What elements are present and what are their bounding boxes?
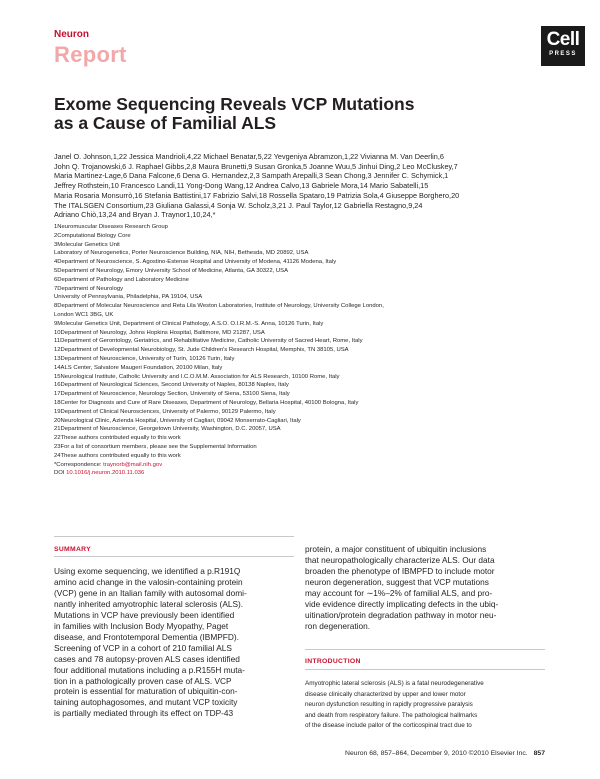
- affiliation-line: Laboratory of Neurogenetics, Porter Neuroscience Building, NIA, NIH, Bethesda, MD 20892, USA: [54, 250, 309, 257]
- article-title: [54, 95, 524, 133]
- summary-line: may account for ∼1%–2% of familial ALS, and pro-: [305, 587, 493, 598]
- author-line: Jeffrey Rothstein,10 Francesco Landi,11 Yong-Dong Wang,12 Andrea Calvo,13 Gabriele Mora,14 Mario Sabatelli,15: [54, 181, 429, 191]
- summary-line: disease, and Frontotemporal Dementia (IBMPFD).: [54, 631, 239, 642]
- summary-line: Mutations in VCP have previously been identified: [54, 609, 235, 620]
- summary-line: taining autophagosomes, and mutant VCP toxicity: [54, 697, 238, 708]
- summary-line: neuron degeneration, suggest that VCP mutations: [305, 576, 489, 587]
- intro-rule-top: [305, 649, 545, 650]
- correspondence-line: [54, 461, 564, 470]
- affiliation-line: 16Department of Neurological Sciences, Second University of Naples, 80138 Naples, Italy: [54, 382, 289, 389]
- affiliation-line: 7Department of Neurology: [54, 285, 124, 292]
- summary-right-column: [305, 544, 545, 632]
- summary-line: protein is essential for maturation of ubiquitin-con-: [54, 686, 238, 697]
- summary-line: broaden the phenotype of IBMPFD to include motor: [305, 565, 495, 576]
- author-line: Maria Rosaria Monsurrò,16 Stefania Battistini,17 Fabrizio Salvi,18 Rossella Spataro,19 Patrizia Sola,4 Giuseppe Borghero,20: [54, 190, 460, 200]
- page-footer: [345, 750, 545, 757]
- logo-main-text: Cell: [546, 29, 580, 50]
- affiliation-line: 12Department of Developmental Neurobiology, St. Jude Children's Research Hospital, Memphis, TN 38105, USA: [54, 347, 349, 354]
- affiliation-line: 11Department of Gerontology, Geriatrics, and Rehabilitative Medicine, Catholic University of Sacred Heart, Rome, Italy: [54, 338, 363, 345]
- summary-line: four additional mutations including a p.R155H muta-: [54, 664, 245, 675]
- affiliation-line: 21Department of Neuroscience, Georgetown University, Washington, D.C. 20057, USA: [54, 426, 281, 433]
- page-number: 857: [533, 750, 545, 757]
- affiliation-line: 18Center for Diagnosis and Cure of Rare Diseases, Department of Neurology, Bellaria Hospital, 40100 Bologna, Italy: [54, 399, 359, 406]
- affiliation-line: University of Pennsylvania, Philadelphia, PA 19104, USA: [54, 294, 203, 301]
- introduction-text: [305, 679, 545, 732]
- summary-line: (VCP) gene in an Italian family with autosomal domi-: [54, 587, 247, 598]
- footer-citation: Neuron 68, 857–864, December 9, 2010 ©2010 Elsevier Inc.: [345, 750, 528, 757]
- summary-line: is partially mediated through its effect on TDP-43: [54, 708, 234, 719]
- affiliation-list: [54, 223, 564, 478]
- cell-press-logo: [541, 26, 585, 66]
- doi-link[interactable]: 10.1016/j.neuron.2010.11.036: [66, 470, 145, 477]
- affiliation-line: 22These authors contributed equally to this work: [54, 435, 181, 442]
- summary-heading: SUMMARY: [54, 546, 91, 553]
- summary-line: amino acid change in the valosin-containing protein: [54, 576, 243, 587]
- affiliation-line: 3Molecular Genetics Unit: [54, 241, 120, 248]
- intro-line: Amyotrophic lateral sclerosis (ALS) is a fatal neurodegenerative: [305, 680, 484, 687]
- journal-name: Neuron: [54, 29, 89, 40]
- doi-line: [54, 469, 564, 478]
- summary-line: nantly inherited amyotrophic lateral sclerosis (ALS).: [54, 598, 244, 609]
- author-list: [54, 152, 554, 220]
- author-line: Adriano Chiò,13,24 and Bryan J. Traynor1,10,24,*: [54, 210, 216, 220]
- affiliation-line: 23For a list of consortium members, please see the Supplemental Information: [54, 443, 257, 450]
- summary-line: Using exome sequencing, we identified a p.R191Q: [54, 566, 241, 576]
- summary-line: Screening of VCP in a cohort of 210 familial ALS: [54, 642, 232, 653]
- intro-line: of the disease include pallor of the corticospinal tract due to: [305, 722, 472, 729]
- summary-line: tion in a pathologically proven case of ALS. VCP: [54, 675, 232, 686]
- summary-line: cases and 78 autopsy-proven ALS cases identified: [54, 653, 240, 664]
- summary-rule-top: [54, 536, 294, 537]
- affiliation-line: 6Department of Pathology and Laboratory Medicine: [54, 276, 189, 283]
- affiliation-line: 17Department of Neuroscience, Neurology Section, University of Siena, 53100 Siena, Italy: [54, 391, 290, 398]
- author-line: The ITALSGEN Consortium,23 Giuliana Galassi,4 Sonja W. Scholz,3,21 J. Paul Taylor,12 Gabriella Restagno,9,24: [54, 200, 423, 210]
- author-line: Maria Martinez-Lage,6 Dana Falcone,6 Dena G. Hernandez,2,3 Sampath Arepalli,3 Sean Chong,3 Jennifer C. Schymick,1: [54, 171, 449, 181]
- intro-heading: INTRODUCTION: [305, 658, 361, 665]
- affiliation-line: London WC1 3BG, UK: [54, 311, 114, 318]
- affiliation-line: 2Computational Biology Core: [54, 232, 131, 239]
- intro-line: disease clinically characterized by upper and lower motor: [305, 690, 466, 698]
- article-type: Report: [54, 42, 127, 67]
- affiliation-line: 14ALS Center, Salvatore Maugeri Foundation, 20100 Milan, Italy: [54, 364, 223, 371]
- author-line: Janel O. Johnson,1,22 Jessica Mandrioli,4,22 Michael Benatar,5,22 Yevgeniya Abramzon,1,22 Vivianna M. Van Deerlin,6: [54, 152, 444, 161]
- correspondence-email-link[interactable]: traynorb@mail.nih.gov: [103, 461, 163, 468]
- summary-line: vide evidence directly implicating defects in the ubiq-: [305, 598, 499, 609]
- intro-rule-bottom: [305, 669, 545, 670]
- logo-sub-text: PRESS: [549, 51, 577, 57]
- summary-left-column: [54, 566, 294, 719]
- summary-line: that neuropathologically characterize ALS. Our data: [305, 554, 495, 565]
- title-line: as a Cause of Familial ALS: [54, 113, 277, 133]
- affiliation-line: 20Neurological Clinic, Azienda Hospital, University of Cagliari, 09042 Monserrato-Cagliari, Italy: [54, 417, 301, 424]
- summary-line: protein, a major constituent of ubiquitin inclusions: [305, 544, 487, 554]
- doi-label: DOI: [54, 470, 67, 477]
- affiliation-line: 1Neuromuscular Diseases Research Group: [54, 224, 168, 230]
- title-line: Exome Sequencing Reveals VCP Mutations: [54, 94, 415, 114]
- affiliation-line: 13Department of Neuroscience, University of Turin, 10126 Turin, Italy: [54, 355, 235, 362]
- affiliation-line: 10Department of Neurology, Johns Hopkins Hospital, Baltimore, MD 21287, USA: [54, 329, 265, 336]
- summary-line: uitination/protein degradation pathway in motor neu-: [305, 609, 497, 620]
- summary-rule-bottom: [54, 556, 294, 557]
- affiliation-line: 24These authors contributed equally to this work: [54, 452, 181, 459]
- intro-line: and death from respiratory failure. The pathological hallmarks: [305, 711, 478, 719]
- correspondence-label: *Correspondence:: [54, 461, 104, 468]
- affiliation-line: 8Department of Molecular Neuroscience and Reta Lila Weston Laboratories, Institute of Neurology, University College London,: [54, 303, 384, 310]
- affiliation-line: 5Department of Neurology, Emory University School of Medicine, Atlanta, GA 30322, USA: [54, 267, 288, 274]
- affiliation-line: 19Department of Clinical Neurosciences, University of Palermo, 90129 Palermo, Italy: [54, 408, 276, 415]
- affiliation-line: 4Department of Neuroscience, S. Agostino-Estense Hospital and University of Modena, 41126 Modena, Italy: [54, 259, 337, 266]
- intro-line: neuron dysfunction resulting in rapidly progressive paralysis: [305, 701, 473, 708]
- affiliation-line: 9Molecular Genetics Unit, Department of Clinical Pathology, A.S.O. O.I.R.M.-S. Anna, 10126 Turin, Italy: [54, 320, 324, 327]
- author-line: John Q. Trojanowski,6 J. Raphael Gibbs,2,8 Maura Brunetti,9 Susan Gronka,5 Joanne Wuu,5 Jinhui Ding,2 Leo McCluskey,7: [54, 161, 458, 171]
- affiliation-line: 15Neurological Institute, Catholic University and I.C.O.M.M. Association for ALS Research, 10100 Rome, Italy: [54, 373, 340, 380]
- summary-line: ron degeneration.: [305, 620, 371, 631]
- summary-line: in families with Inclusion Body Myopathy, Paget: [54, 620, 229, 631]
